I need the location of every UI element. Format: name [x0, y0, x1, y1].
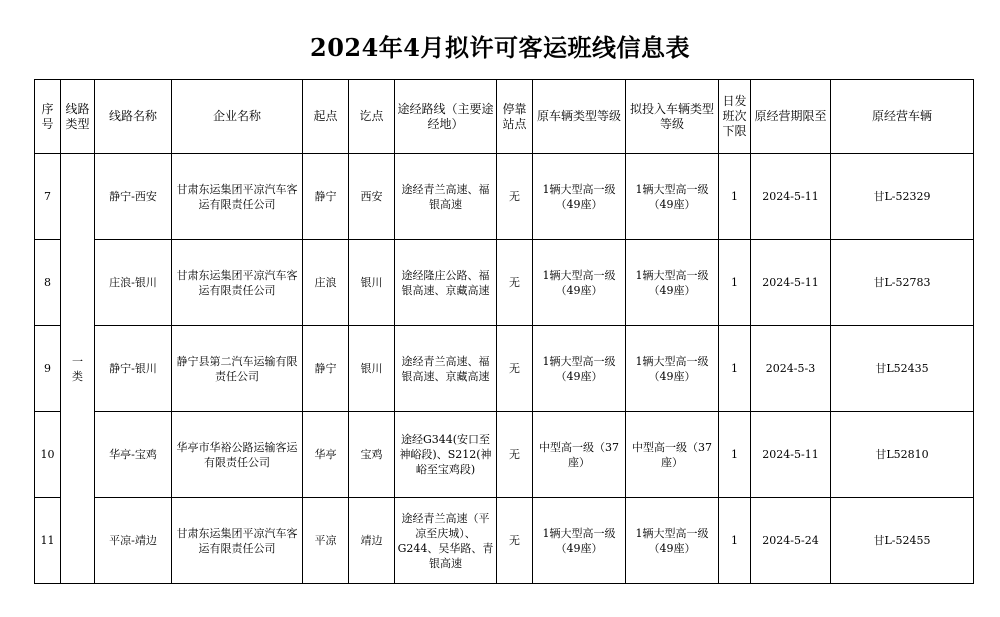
cell-via: 途经青兰高速、福银高速、京藏高速 — [395, 326, 497, 412]
cell-orig-plate: 甘L-52783 — [831, 240, 974, 326]
cell-orig-vehicle: 1辆大型高一级（49座） — [533, 240, 626, 326]
cell-origin: 静宁 — [303, 154, 349, 240]
cell-via: 途经青兰高速、福银高速 — [395, 154, 497, 240]
header-new-vehicle: 拟投入车辆类型等级 — [626, 80, 719, 154]
cell-expiry: 2024-5-11 — [751, 154, 831, 240]
cell-route-name: 静宁-银川 — [95, 326, 172, 412]
table-row — [35, 240, 974, 326]
cell-destination: 银川 — [349, 326, 395, 412]
cell-orig-vehicle: 1辆大型高一级（49座） — [533, 498, 626, 584]
cell-destination: 西安 — [349, 154, 395, 240]
cell-expiry: 2024-5-11 — [751, 412, 831, 498]
cell-new-vehicle: 1辆大型高一级（49座） — [626, 154, 719, 240]
page-title: 2024年4月拟许可客运班线信息表 — [310, 33, 690, 62]
table-row — [35, 154, 974, 240]
cell-origin: 静宁 — [303, 326, 349, 412]
cell-expiry: 2024-5-11 — [751, 240, 831, 326]
cell-seq: 10 — [35, 412, 61, 498]
header-route-name: 线路名称 — [95, 80, 172, 154]
table-row — [35, 326, 974, 412]
cell-via: 途经隆庄公路、福银高速、京藏高速 — [395, 240, 497, 326]
cell-new-vehicle: 1辆大型高一级（49座） — [626, 240, 719, 326]
header-expiry: 原经营期限至 — [751, 80, 831, 154]
cell-orig-vehicle: 中型高一级（37座） — [533, 412, 626, 498]
cell-origin: 华亭 — [303, 412, 349, 498]
cell-seq: 9 — [35, 326, 61, 412]
cell-seq: 7 — [35, 154, 61, 240]
cell-daily-trips: 1 — [719, 498, 751, 584]
cell-stops: 无 — [497, 498, 533, 584]
cell-company: 甘肃东运集团平凉汽车客运有限责任公司 — [172, 498, 303, 584]
cell-company: 静宁县第二汽车运输有限责任公司 — [172, 326, 303, 412]
header-company: 企业名称 — [172, 80, 303, 154]
cell-daily-trips: 1 — [719, 154, 751, 240]
cell-expiry: 2024-5-24 — [751, 498, 831, 584]
cell-via: 途经青兰高速（平凉至庆城）、G244、吴华路、青银高速 — [395, 498, 497, 584]
cell-daily-trips: 1 — [719, 326, 751, 412]
cell-company: 华亭市华裕公路运输客运有限责任公司 — [172, 412, 303, 498]
cell-daily-trips: 1 — [719, 240, 751, 326]
header-stops: 停靠站点 — [497, 80, 533, 154]
cell-orig-plate: 甘L52810 — [831, 412, 974, 498]
cell-orig-vehicle: 1辆大型高一级（49座） — [533, 154, 626, 240]
cell-expiry: 2024-5-3 — [751, 326, 831, 412]
cell-route-name: 庄浪-银川 — [95, 240, 172, 326]
route-info-table — [34, 79, 974, 584]
cell-stops: 无 — [497, 240, 533, 326]
cell-stops: 无 — [497, 412, 533, 498]
cell-new-vehicle: 中型高一级（37座） — [626, 412, 719, 498]
cell-company: 甘肃东运集团平凉汽车客运有限责任公司 — [172, 240, 303, 326]
cell-route-name: 静宁-西安 — [95, 154, 172, 240]
table-row — [35, 412, 974, 498]
cell-destination: 宝鸡 — [349, 412, 395, 498]
cell-orig-vehicle: 1辆大型高一级（49座） — [533, 326, 626, 412]
cell-new-vehicle: 1辆大型高一级（49座） — [626, 326, 719, 412]
cell-origin: 平凉 — [303, 498, 349, 584]
cell-route-name: 平凉-靖边 — [95, 498, 172, 584]
cell-destination: 靖边 — [349, 498, 395, 584]
header-route-type: 线路类型 — [61, 80, 95, 154]
header-origin: 起点 — [303, 80, 349, 154]
table-row — [35, 498, 974, 584]
cell-origin: 庄浪 — [303, 240, 349, 326]
header-via: 途经路线（主要途经地） — [395, 80, 497, 154]
header-seq: 序号 — [35, 80, 61, 154]
header-daily-trips: 日发班次下限 — [719, 80, 751, 154]
cell-seq: 11 — [35, 498, 61, 584]
cell-orig-plate: 甘L-52455 — [831, 498, 974, 584]
cell-orig-plate: 甘L52435 — [831, 326, 974, 412]
cell-new-vehicle: 1辆大型高一级（49座） — [626, 498, 719, 584]
cell-destination: 银川 — [349, 240, 395, 326]
cell-company: 甘肃东运集团平凉汽车客运有限责任公司 — [172, 154, 303, 240]
cell-orig-plate: 甘L-52329 — [831, 154, 974, 240]
header-orig-plate: 原经营车辆 — [831, 80, 974, 154]
header-row — [35, 80, 974, 154]
header-destination: 讫点 — [349, 80, 395, 154]
cell-route-type: 一类 — [61, 154, 95, 584]
header-orig-vehicle: 原车辆类型等级 — [533, 80, 626, 154]
cell-stops: 无 — [497, 154, 533, 240]
cell-via: 途经G344(安口至神峪段)、S212(神峪至宝鸡段) — [395, 412, 497, 498]
cell-stops: 无 — [497, 326, 533, 412]
cell-daily-trips: 1 — [719, 412, 751, 498]
cell-seq: 8 — [35, 240, 61, 326]
cell-route-name: 华亭-宝鸡 — [95, 412, 172, 498]
